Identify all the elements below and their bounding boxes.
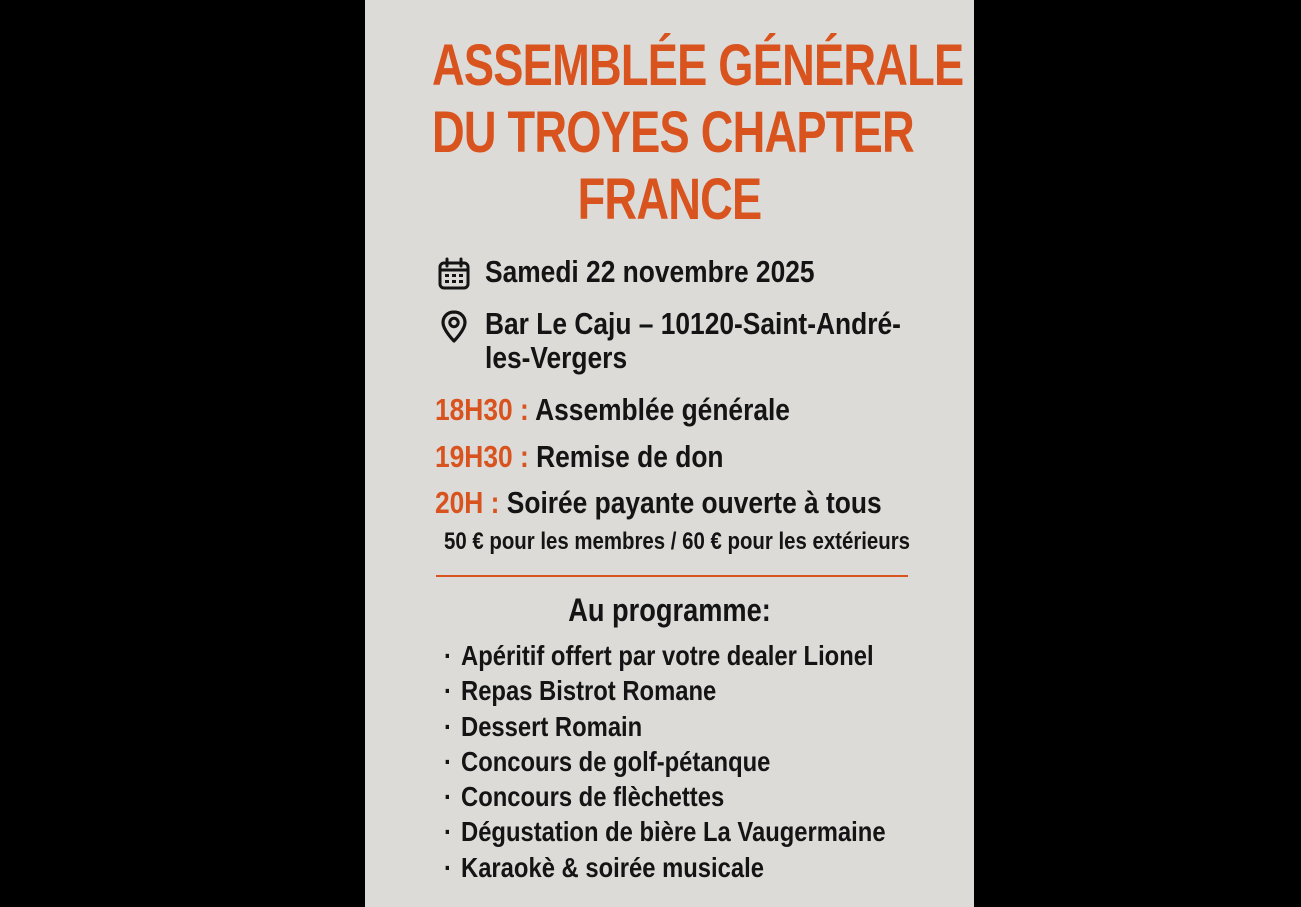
schedule-label: Soirée payante ouverte à tous — [506, 485, 882, 520]
program-list — [444, 638, 963, 885]
schedule-label: Assemblée générale — [535, 392, 790, 427]
map-pin-icon — [437, 309, 471, 343]
divider — [436, 575, 908, 577]
price-note: 50 € pour les membres / 60 € pour les extérieurs — [444, 528, 911, 555]
title-line-1: ASSEMBLÉE GÉNÉRALE — [431, 33, 964, 98]
schedule-item — [435, 485, 882, 521]
bullet: · — [444, 675, 452, 707]
list-item — [444, 779, 886, 814]
schedule-item — [435, 439, 724, 475]
list-item — [444, 638, 886, 673]
list-item-text: Dégustation de bière La Vaugermaine — [461, 816, 886, 848]
bullet: · — [444, 745, 452, 777]
schedule-time: 18H30 : — [435, 392, 529, 427]
schedule-time: 19H30 : — [435, 439, 529, 474]
title-line-3: FRANCE — [577, 167, 762, 232]
list-item-text: Concours de golf-pétanque — [461, 745, 771, 777]
schedule-time: 20H : — [435, 485, 500, 520]
schedule-item — [435, 392, 790, 428]
list-item-text: Dessert Romain — [461, 710, 643, 742]
bullet: · — [444, 851, 452, 883]
list-item — [444, 744, 886, 779]
bullet: · — [444, 816, 452, 848]
event-date: Samedi 22 novembre 2025 — [485, 254, 815, 289]
event-poster — [365, 0, 974, 907]
bullet: · — [444, 640, 452, 671]
poster-title — [431, 32, 964, 233]
schedule-label: Remise de don — [536, 439, 724, 474]
list-item-text: Karaokè & soirée musicale — [461, 851, 764, 883]
program-heading: Au programme: — [568, 592, 771, 628]
bullet: · — [444, 710, 452, 742]
event-location — [485, 307, 927, 375]
list-item-text: Apéritif offert par votre dealer Lionel — [461, 640, 874, 671]
list-item — [444, 850, 886, 885]
list-item-text: Concours de flèchettes — [461, 781, 725, 813]
location-line-2: les-Vergers — [485, 340, 628, 375]
location-line-1: Bar Le Caju – 10120-Saint-André- — [485, 306, 901, 341]
bullet: · — [444, 781, 452, 813]
list-item — [444, 814, 886, 849]
calendar-icon — [437, 257, 471, 291]
list-item — [444, 673, 886, 708]
title-line-2: DU TROYES CHAPTER — [431, 100, 914, 165]
list-item-text: Repas Bistrot Romane — [461, 675, 717, 707]
list-item — [444, 709, 886, 744]
